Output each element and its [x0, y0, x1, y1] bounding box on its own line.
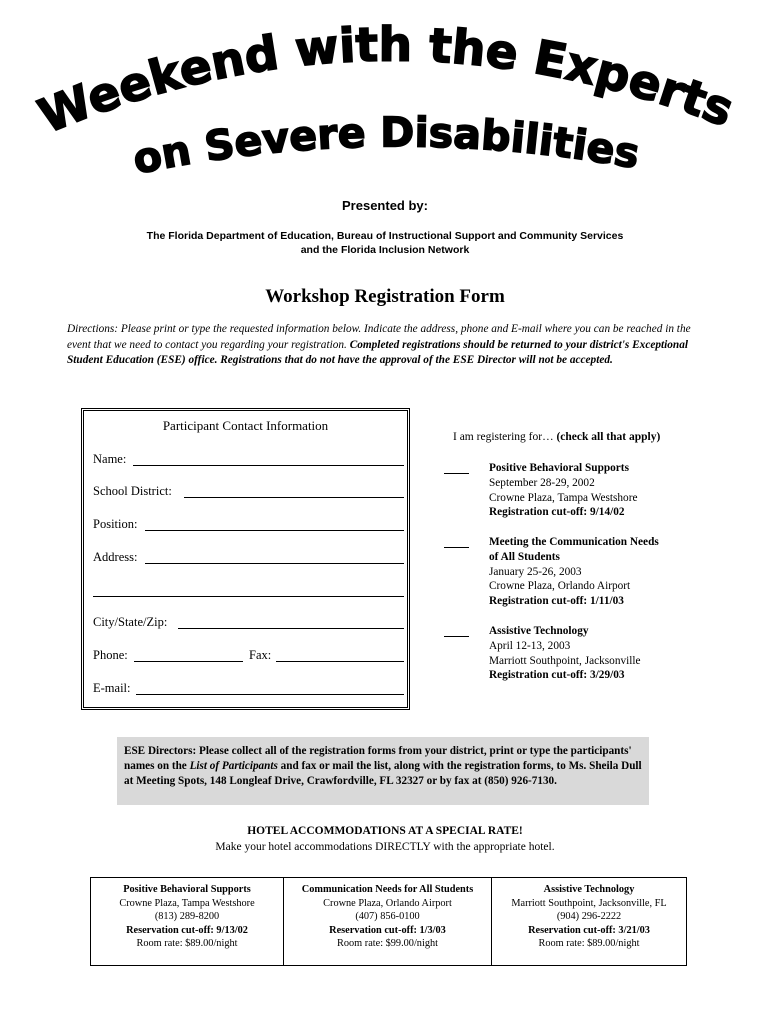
directions-text: Directions: Please print or type the requested information below. Indicate the address, phone and E-mail where you can be reached in the event that we need to contact you regarding your registration. — [67, 323, 691, 351]
phone-field[interactable] — [134, 661, 243, 662]
workshop-title: Assistive Technology — [489, 625, 589, 637]
email-field[interactable] — [136, 694, 404, 695]
workshop-dates: April 12-13, 2003 — [489, 639, 571, 652]
position-label: Position: — [93, 517, 138, 531]
hotel-cutoff: Reservation cut-off: 1/3/03 — [329, 924, 446, 936]
contact-heading: Participant Contact Information — [162, 418, 329, 433]
city-state-zip-field[interactable] — [178, 628, 404, 629]
sponsor-line-2: and the Florida Inclusion Network — [300, 244, 470, 256]
name-label: Name: — [93, 452, 127, 466]
title-line-1: Weekend with the Experts — [31, 17, 741, 145]
workshop-cutoff: Registration cut-off: 1/11/03 — [489, 595, 624, 608]
checkbox-communication-needs[interactable] — [444, 547, 469, 548]
hotel-rate: Room rate: $99.00/night — [337, 938, 438, 950]
checkbox-assistive-technology[interactable] — [444, 636, 469, 637]
hotel-workshop: Communication Needs for All Students — [301, 884, 474, 895]
name-field[interactable] — [133, 465, 404, 466]
title-line-2: on Severe Disabilities — [128, 108, 644, 184]
hotel-phone: (407) 856-0100 — [355, 911, 420, 923]
hotel-subtitle: Make your hotel accommodations DIRECTLY with the appropriate hotel. — [215, 841, 555, 853]
workshop-location: Marriott Southpoint, Jacksonville — [489, 654, 641, 667]
hotel-title: HOTEL ACCOMMODATIONS AT A SPECIAL RATE! — [247, 825, 523, 837]
directions-bold: Completed registrations should be returned to your district's Exceptional Student Education (ESE) office. Registrations that do not have the approval of the ESE Director will not be accepted. — [67, 338, 688, 366]
hotel-rate: Room rate: $89.00/night — [538, 938, 640, 950]
workshop-title: Meeting the Communication Needs — [489, 536, 659, 548]
hotel-name: Marriott Southpoint, Jacksonville, FL — [511, 897, 667, 909]
registration-intro-text: I am registering for… — [453, 431, 557, 443]
fax-field[interactable] — [276, 661, 404, 662]
fax-label: Fax: — [249, 648, 272, 662]
school-district-field[interactable] — [184, 497, 404, 498]
address-label: Address: — [93, 550, 138, 564]
hotel-cell-assistive-technology — [492, 883, 686, 951]
city-state-zip-label: City/State/Zip: — [93, 615, 168, 629]
workshop-dates: September 28-29, 2002 — [489, 476, 595, 489]
ese-notice-list-name: List of Participants — [189, 760, 278, 773]
hotel-cutoff: Reservation cut-off: 3/21/03 — [528, 924, 650, 936]
workshop-cutoff: Registration cut-off: 9/14/02 — [489, 506, 625, 519]
ese-notice — [124, 744, 644, 790]
email-label: E-mail: — [93, 681, 131, 695]
sponsor-line-1: The Florida Department of Education, Bureau of Instructional Support and Community Services — [146, 230, 624, 242]
hotel-name: Crowne Plaza, Orlando Airport — [323, 897, 452, 909]
workshop-assistive-technology — [489, 624, 709, 683]
address-field[interactable] — [145, 563, 404, 564]
hotel-workshop: Assistive Technology — [543, 884, 635, 895]
ese-notice-text: ESE Directors: Please collect all of the registration forms from your district, print or type the participants' names on the — [124, 745, 632, 773]
workshop-title-cont: of All Students — [489, 550, 560, 563]
sponsor-block — [60, 229, 710, 257]
hotel-cell-communication-needs — [287, 883, 488, 951]
workshop-location: Crowne Plaza, Tampa Westshore — [489, 491, 638, 504]
school-district-label: School District: — [93, 484, 172, 498]
form-title: Workshop Registration Form — [265, 286, 505, 307]
address-field-line-2[interactable] — [93, 596, 404, 597]
hotel-name: Crowne Plaza, Tampa Westshore — [119, 897, 255, 909]
workshop-location: Crowne Plaza, Orlando Airport — [489, 580, 631, 593]
workshop-communication-needs — [489, 535, 709, 609]
directions — [67, 322, 707, 369]
checkbox-positive-behavioral-supports[interactable] — [444, 473, 469, 474]
presented-by: Presented by: — [342, 198, 428, 213]
workshop-title: Positive Behavioral Supports — [489, 462, 629, 474]
workshop-positive-behavioral-supports — [489, 461, 709, 520]
hotel-workshop: Positive Behavioral Supports — [123, 884, 251, 895]
registration-intro — [453, 431, 660, 443]
position-field[interactable] — [145, 530, 404, 531]
hotel-cell-positive-behavioral-supports — [90, 883, 284, 951]
hotel-cutoff: Reservation cut-off: 9/13/02 — [126, 924, 248, 936]
phone-label: Phone: — [93, 648, 128, 662]
workshop-dates: January 25-26, 2003 — [489, 565, 582, 578]
registration-intro-note: (check all that apply) — [556, 431, 661, 443]
hotel-phone: (813) 289-8200 — [154, 911, 220, 923]
event-title — [0, 0, 770, 200]
hotel-phone: (904) 296-2222 — [556, 911, 622, 923]
workshop-cutoff: Registration cut-off: 3/29/03 — [489, 669, 625, 682]
hotel-rate: Room rate: $89.00/night — [136, 938, 238, 950]
ese-notice-text-cont: and fax or mail the list, along with the registration forms, to Ms. Sheila Dull at Meeting Spots, 148 Longleaf Drive, Crawfordville, FL 32327 or by fax at (850) 926-7130. — [124, 760, 642, 788]
